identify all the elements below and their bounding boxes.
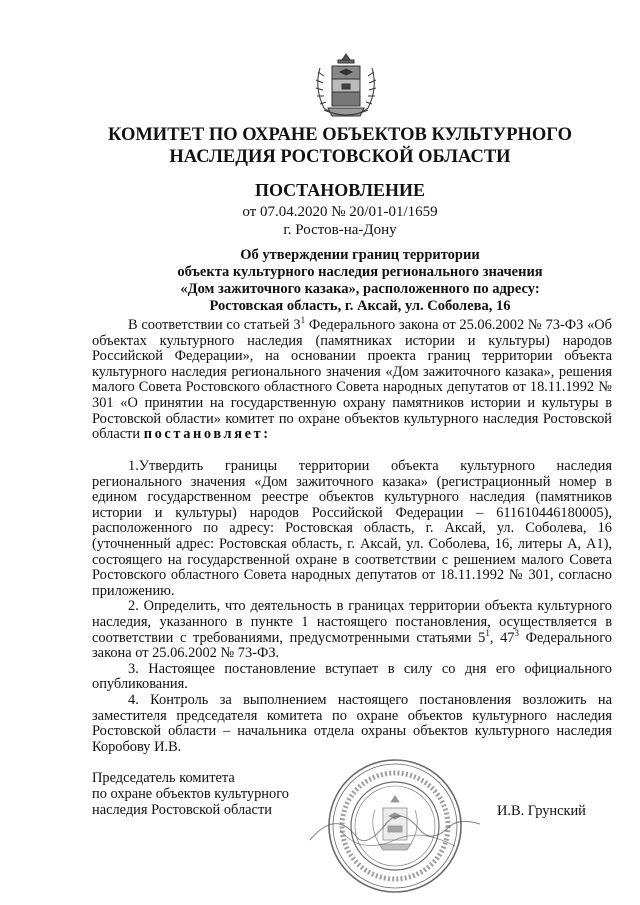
- committee-title-line-2: НАСЛЕДИЯ РОСТОВСКОЙ ОБЛАСТИ: [169, 147, 511, 167]
- resolution-items: [92, 459, 612, 755]
- item-2-text-1: 2. Определить, что деятельность в границах территории объекта культурного наследия, указанного в пункте 1 настоящего постановления, осуществляется в соответствии с требованиями, предусмотренными статьями 5: [92, 598, 612, 646]
- item-2-sup-2: 3: [514, 627, 519, 638]
- item-2-text-2: , 47: [489, 629, 515, 646]
- resolves-word: постановляет:: [143, 426, 271, 443]
- signatory-title-line-1: Председатель комитета: [92, 770, 235, 786]
- document-subject: [110, 247, 610, 315]
- signatory-title-line-3: наследия Ростовской области: [92, 802, 272, 818]
- subject-line-4: Ростовская область, г. Аксай, ул. Соболева, 16: [209, 298, 511, 314]
- committee-title-line-1: КОМИТЕТ ПО ОХРАНЕ ОБЪЕКТОВ КУЛЬТУРНОГО: [108, 125, 572, 145]
- preamble-paragraph: [92, 315, 613, 443]
- signatory-title: [92, 770, 289, 818]
- subject-line-1: Об утверждении границ территории: [240, 247, 480, 263]
- subject-line-3: «Дом зажиточного казака», расположенного по адресу:: [180, 281, 540, 297]
- preamble-sup: 1: [300, 315, 306, 326]
- preamble-text-1: В соответствии со статьей 3: [128, 317, 301, 333]
- document-date-number: от 07.04.2020 № 20/01-01/1659: [242, 204, 438, 220]
- committee-title: [80, 124, 600, 168]
- item-2-text-3: Федерального закона от 25.06.2002 № 73-ФЗ.: [92, 629, 612, 662]
- item-2: [92, 599, 612, 661]
- preamble-text-2: Федерального закона от 25.06.2002 № 73-ФЗ «Об объектах культурного наследия (памятниках истории и культуры) народов Российской Федерации», на основании проекта границ территории объекта культурного наследия регионального значения «Дом зажиточного казака», решения малого Совета Ростовского областного Совета народных депутатов от 18.11.1992 № 301 «О принятии на государственную охрану памятников истории и культуры в Ростовской области» комитет по охране объектов культурного наследия Ростовской области: [92, 317, 613, 443]
- item-4: 4. Контроль за выполнением настоящего постановления возложить на заместителя председателя комитета по охране объектов культурного наследия Ростовской области – начальника отдела охраны объектов культурного наследия Коробову И.В.: [92, 691, 612, 755]
- signatory-name: И.В. Грунский: [497, 803, 586, 819]
- subject-line-2: объекта культурного наследия регионального значения: [177, 264, 543, 280]
- item-1: 1.Утвердить границы территории объекта культурного наследия регионального значения «Дом зажиточного казака» (регистрационный номер в едином государственном реестре объектов культурного наследия (памятников истории и культуры) народов Российской Федерации – 611610446180005), расположенного по адресу: Ростовская область, г. Аксай, ул. Соболева, 16 (уточненный адрес: Ростовская область, г. Аксай, ул. Соболева, 16, литеры А, А1), состоящего на государственной охране в соответствии с решением малого Совета Ростовского областного Совета народных депутатов от 18.11.1992 № 301, согласно приложению.: [92, 458, 612, 599]
- document-type: ПОСТАНОВЛЕНИЕ: [254, 180, 426, 200]
- item-3: 3. Настоящее постановление вступает в силу со дня его официального опубликования.: [92, 660, 612, 693]
- signatory-title-line-2: по охране объектов культурного: [92, 786, 289, 802]
- document-city: г. Ростов-на-Дону: [283, 222, 397, 238]
- handwritten-signature: [300, 770, 490, 880]
- coat-of-arms-icon: [306, 50, 386, 122]
- item-2-sup-1: 1: [485, 627, 490, 638]
